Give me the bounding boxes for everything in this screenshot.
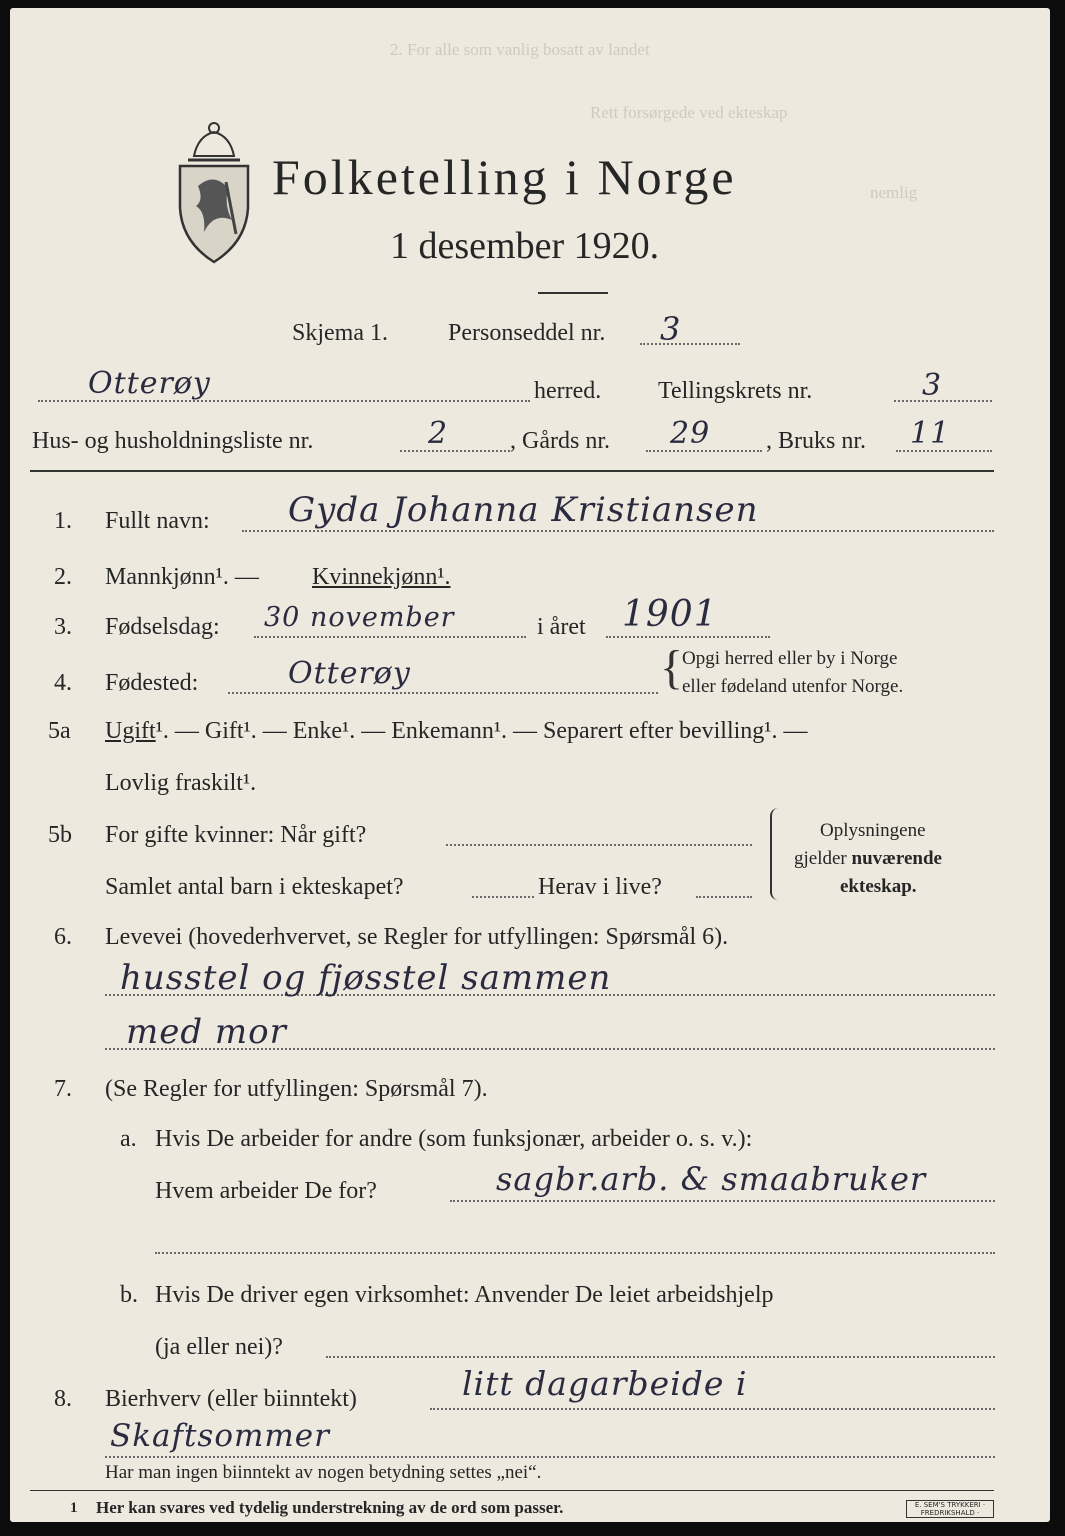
q4-note-2: eller fødeland utenfor Norge. — [682, 676, 904, 697]
q4-number: 4. — [54, 670, 72, 696]
q5b-note-1: Oplysningene — [820, 820, 926, 841]
q1-number: 1. — [54, 508, 72, 534]
birthdate-value: 30 november — [264, 602, 455, 633]
personseddel-value: 3 — [660, 310, 682, 348]
bruks-value: 11 — [910, 416, 951, 451]
personseddel-label: Personseddel nr. — [448, 320, 606, 346]
hus-label: Hus- og husholdningsliste nr. — [32, 428, 314, 454]
side-income-value-1: litt dagarbeide i — [462, 1364, 748, 1403]
q5b-label-1: For gifte kvinner: Når gift? — [105, 822, 367, 848]
side-income-value-2: Skaftsommer — [110, 1418, 330, 1454]
bruks-label: , Bruks nr. — [766, 428, 867, 454]
q3-label: Fødselsdag: — [105, 614, 220, 640]
q5b-label-2: Samlet antal barn i ekteskapet? — [105, 874, 404, 900]
census-date: 1 desember 1920. — [390, 225, 660, 267]
q5b-number: 5b — [48, 822, 72, 848]
title-divider — [538, 292, 608, 294]
occupation-value-2: med mor — [126, 1012, 287, 1052]
form-title: Folketelling i Norge — [272, 149, 737, 205]
q5b-note-2: gjelder nuværende — [794, 848, 942, 869]
hus-value: 2 — [428, 416, 449, 451]
q7b-question: (ja eller nei)? — [155, 1334, 283, 1360]
q6-number: 6. — [54, 924, 72, 950]
employer-value: sagbr.arb. & smaabruker — [496, 1160, 927, 1198]
birthplace-value: Otterøy — [288, 656, 411, 691]
q5b-note-3: ekteskap. — [840, 876, 917, 897]
brace: { — [660, 641, 684, 694]
coat-of-arms-icon — [168, 116, 260, 266]
q7a-letter: a. — [120, 1126, 137, 1152]
census-form: 2. For alle som vanlig bosatt av landet Rett forsørgede ved ekteskap nemlig Folketelling i Norge 1 desember 1920. Skjema 1. Personseddel nr. 3 Otterøy herred. Tellingskrets nr. 3 Hus- og husholdningsliste nr. 2 , Gårds nr. 29 , Bruks nr. 11 1. Fullt navn: Gyda Johanna Kristiansen 2. Mannkjønn¹. — Kvinnekjønn¹. 3. Fødselsdag: 30 november i året 1901 4. Fødested: Otterøy { Opgi herred eller by i Norge eller fødeland utenfor Norge. 5a Ugift¹. — Gift¹. — Enke¹. — Enkemann¹. — Separert efter bevilling¹. — Lovlig fraskilt¹. 5b For gifte kvinner: Når gift? Samlet antal barn i ekteskapet? Herav i live? Oplysningene gjelder nuværende ekteskap. 6. Levevei (hovederhvervet, se Regler for utfyllingen: Spørsmål 6). husstel og fjøsstel sammen med mor 7. (Se Regler for utfyllingen: Spørsmål 7). a. Hvis De arbeider for andre (som funksjonær, arbeider o. s. v.): Hvem arbeider De for? sagbr.arb. & smaabruker b. Hvis De driver egen virksomhet: Anvender De leiet arbeidshjelp (ja eller nei)? 8. Bierhverv (eller biinntekt) litt dagarbeide i Skaftsommer Har man ingen biinntekt av nogen betydning settes „nei“. 1 Her kan svares ved tydelig understrekning av de ord som passer. E. SEM'S TRYKKERI · FREDRIKSHALD · — [10, 8, 1050, 1522]
herred-label: herred. — [534, 378, 602, 404]
footer-note: Har man ingen biinntekt av nogen betydning settes „nei“. — [105, 1462, 542, 1483]
q1-label: Fullt navn: — [105, 508, 210, 534]
q7b-text: Hvis De driver egen virksomhet: Anvender De leiet arbeidshjelp — [155, 1282, 774, 1308]
footnote-number: 1 — [70, 1500, 78, 1516]
q8-number: 8. — [54, 1386, 72, 1412]
bracket — [770, 808, 780, 900]
q6-label: Levevei (hovederhvervet, se Regler for utfyllingen: Spørsmål 6). — [105, 924, 729, 950]
tellingskrets-label: Tellingskrets nr. — [658, 378, 813, 404]
tellingskrets-value: 3 — [922, 368, 943, 403]
q5a-options — [105, 718, 808, 745]
q3-number: 3. — [54, 614, 72, 640]
full-name-value: Gyda Johanna Kristiansen — [288, 490, 759, 530]
q4-label: Fødested: — [105, 670, 199, 696]
female-option: Kvinnekjønn¹. — [312, 564, 451, 590]
q2-number: 2. — [54, 564, 72, 590]
footnote-text: Her kan svares ved tydelig understrekning av de ord som passer. — [96, 1498, 564, 1517]
header-divider — [30, 470, 994, 472]
herred-value: Otterøy — [88, 366, 211, 401]
q7-number: 7. — [54, 1076, 72, 1102]
footer-divider — [30, 1490, 994, 1491]
q5b-label-3: Herav i live? — [538, 874, 662, 900]
gards-label: , Gårds nr. — [510, 428, 610, 454]
q5a-number: 5a — [48, 718, 71, 744]
ugift-option: Ugift — [105, 718, 156, 744]
q4-note-1: Opgi herred eller by i Norge — [682, 648, 898, 669]
q7-label: (Se Regler for utfyllingen: Spørsmål 7). — [105, 1076, 488, 1102]
male-option: Mannkjønn¹. — — [105, 564, 259, 590]
skjema-label: Skjema 1. — [292, 320, 388, 346]
gards-value: 29 — [670, 416, 711, 451]
q7b-letter: b. — [120, 1282, 138, 1308]
q7a-text: Hvis De arbeider for andre (som funksjonær, arbeider o. s. v.): — [155, 1126, 753, 1152]
printer-mark: E. SEM'S TRYKKERI · FREDRIKSHALD · — [906, 1500, 994, 1518]
year-label: i året — [537, 614, 586, 640]
q7a-question: Hvem arbeider De for? — [155, 1178, 377, 1204]
other-marital-options: ¹. — Gift¹. — Enke¹. — Enkemann¹. — Separert efter bevilling¹. — — [155, 718, 808, 744]
q5a-line-2: Lovlig fraskilt¹. — [105, 770, 257, 796]
birthyear-value: 1901 — [622, 594, 718, 635]
q8-label: Bierhverv (eller biinntekt) — [105, 1386, 357, 1412]
occupation-value-1: husstel og fjøsstel sammen — [120, 958, 612, 998]
